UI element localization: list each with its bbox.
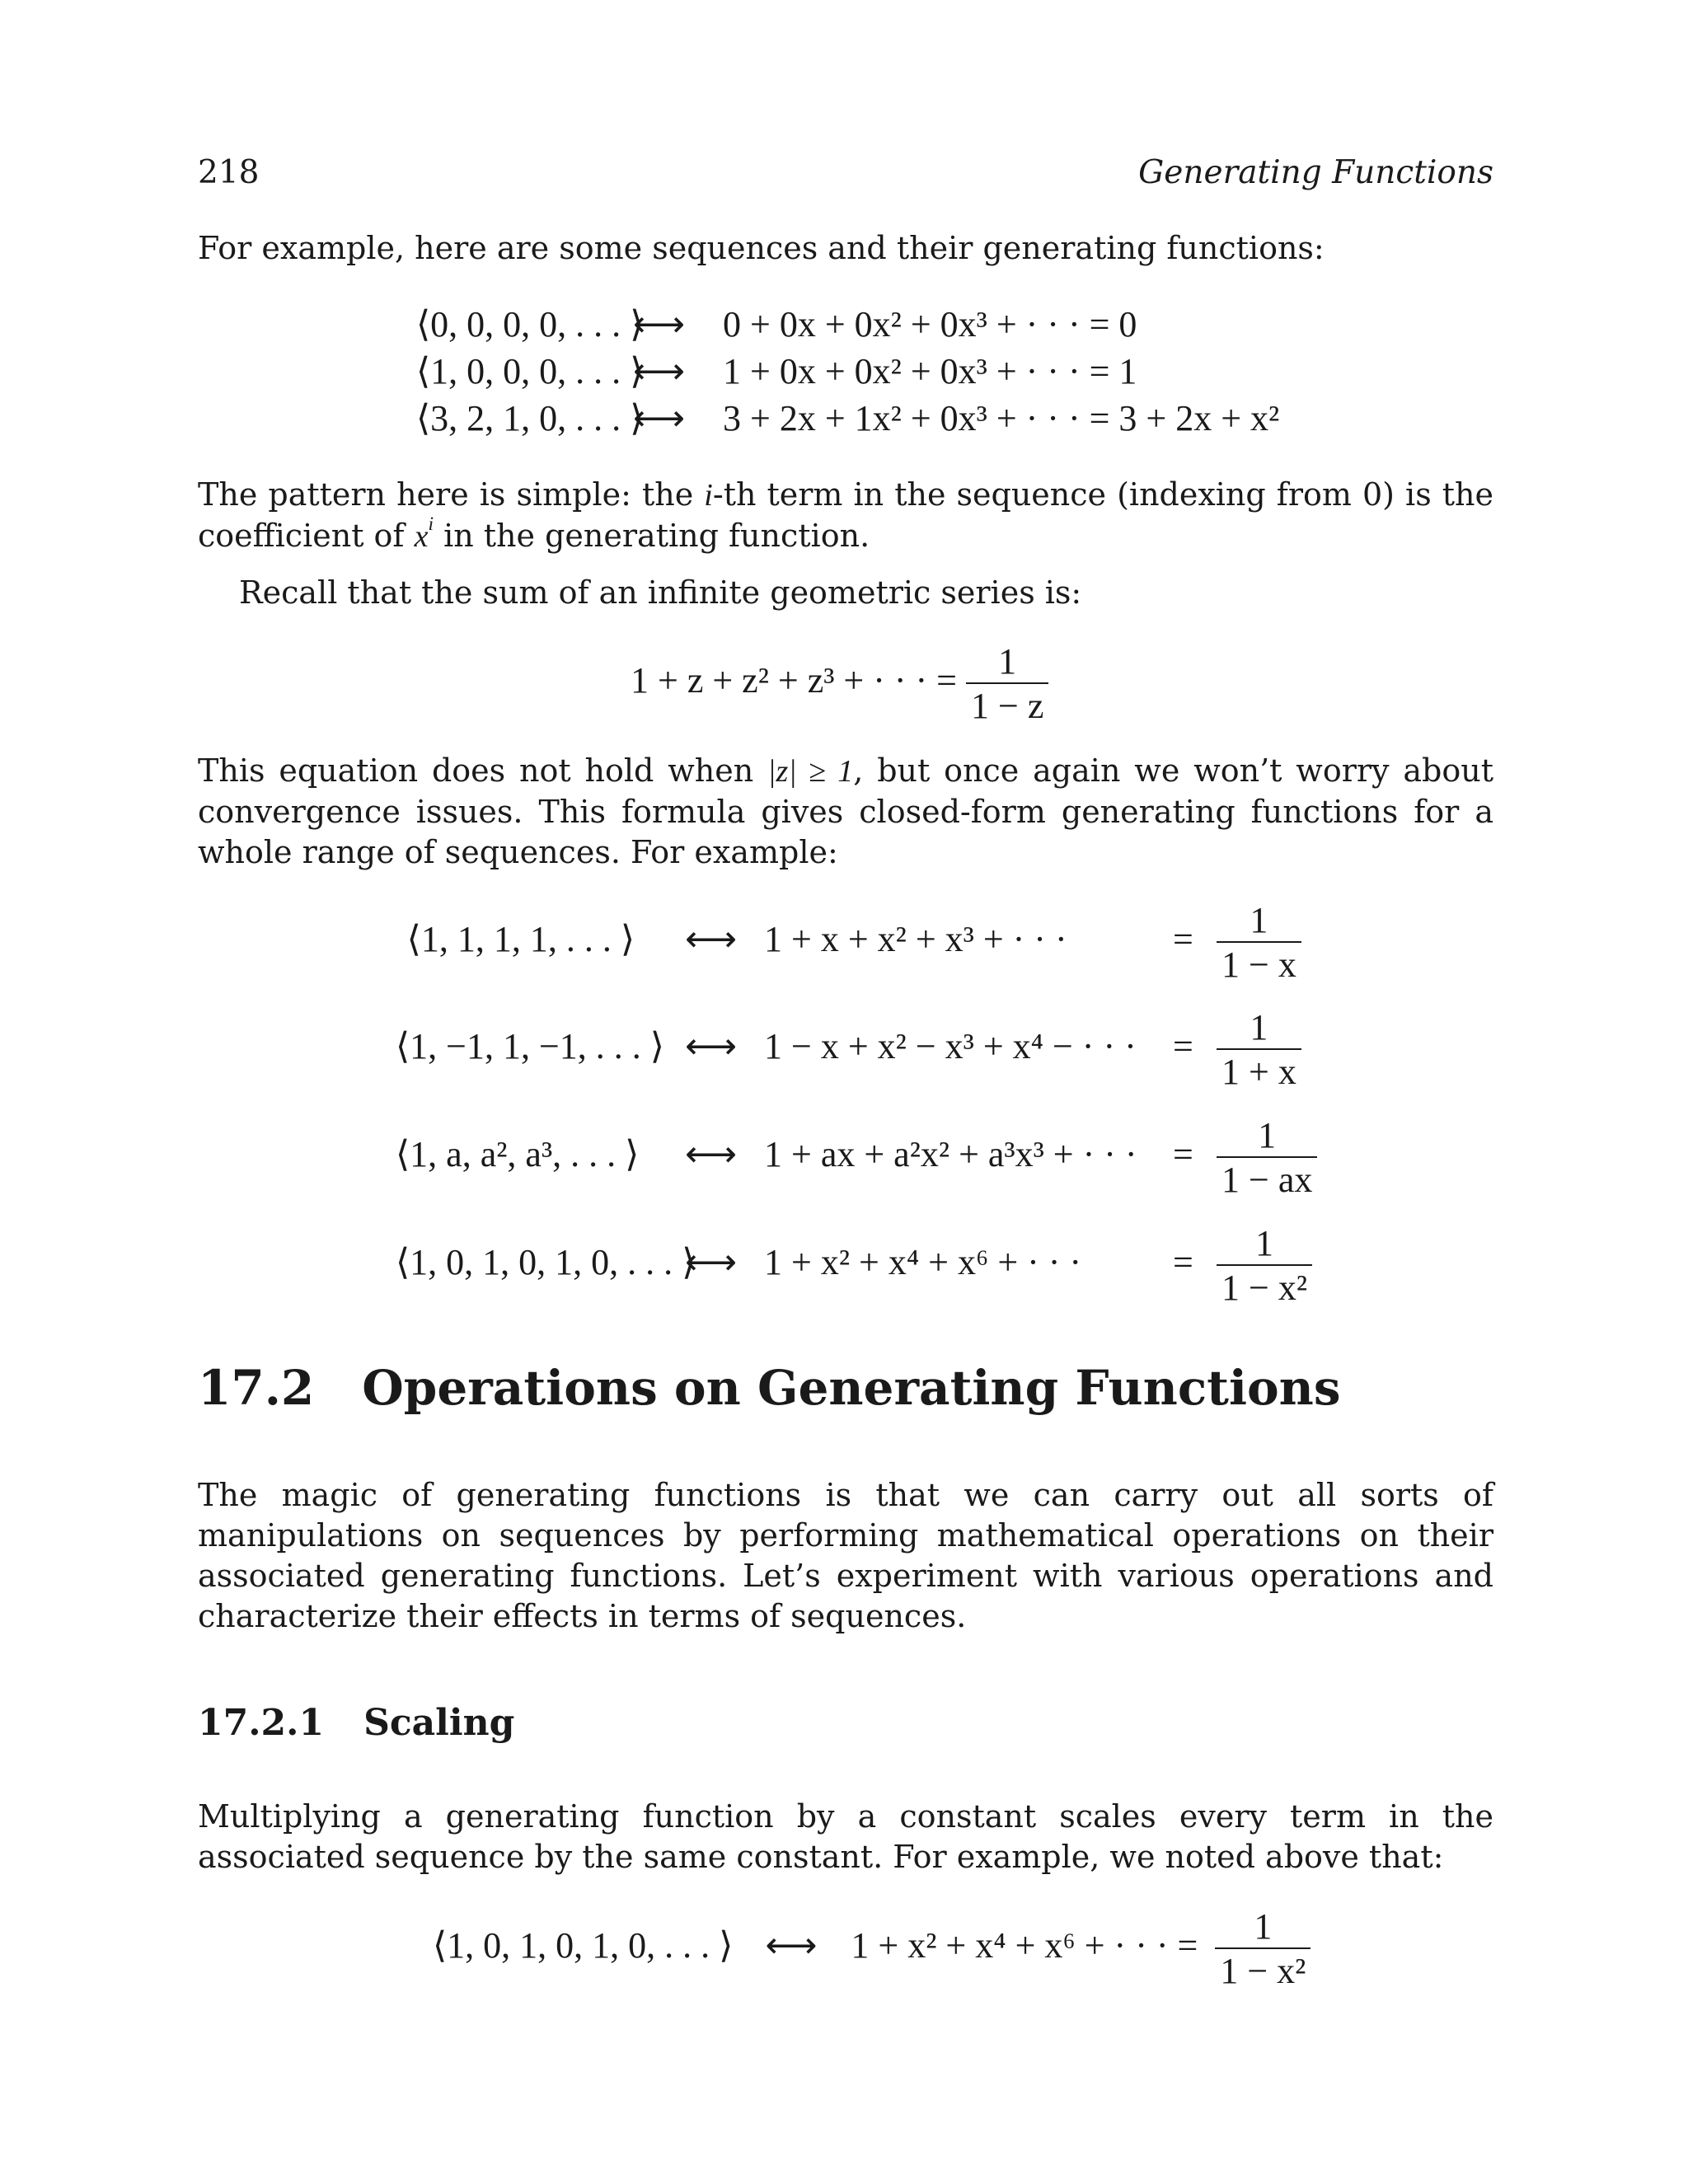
sequence: ⟨0, 0, 0, 0, . . . ⟩ [416, 304, 645, 344]
example-row-2 [416, 350, 1137, 392]
fraction [1215, 1906, 1311, 1992]
numerator: 1 [1250, 1007, 1268, 1047]
denominator: 1 − x² [1215, 1947, 1311, 1992]
generating-function: 1 + x² + x⁴ + x⁶ + · · · = [851, 1925, 1198, 1966]
correspondence-arrow: ⟷ [685, 1242, 738, 1283]
fraction [1217, 1007, 1301, 1093]
correspondence-arrow: ⟷ [765, 1925, 818, 1966]
sequence: ⟨1, −1, 1, −1, . . . ⟩ [396, 1026, 664, 1067]
denominator: 1 − z [966, 682, 1048, 727]
correspondence-arrow: ⟷ [685, 1134, 738, 1175]
example-row-1 [416, 303, 1137, 345]
math-index-i: i [704, 478, 713, 513]
generating-function: 0 + 0x + 0x² + 0x³ + · · · = 0 [723, 304, 1137, 344]
fraction [966, 641, 1048, 727]
equals-sign: = [1173, 1242, 1193, 1283]
sequence: ⟨1, 1, 1, 1, . . . ⟩ [406, 919, 635, 960]
section-heading [198, 1360, 1340, 1416]
text-run: in the generating function. [434, 518, 870, 554]
math-exponent-i: i [428, 513, 434, 535]
sequence: ⟨3, 2, 1, 0, . . . ⟩ [416, 398, 645, 438]
equals-sign: = [1173, 1134, 1193, 1175]
generating-function: 1 + ax + a²x² + a³x³ + · · · [764, 1134, 1137, 1175]
geometric-series-equation [631, 641, 1048, 727]
sequence: ⟨1, 0, 1, 0, 1, 0, . . . ⟩ [396, 1242, 696, 1283]
text-run: -th term in the sequence (indexing from 0) is the coefficient of [198, 476, 1494, 554]
section-number: 17.2 [198, 1360, 315, 1416]
final-equation [433, 1906, 1311, 1992]
numerator: 1 [1255, 1223, 1273, 1263]
denominator: 1 − x² [1217, 1264, 1312, 1309]
fraction [1217, 1223, 1312, 1309]
text-run: , but once again we won’t worry about convergence issues. This formula gives closed-form generating functions for a whole range of sequences. For example: [198, 752, 1493, 870]
generating-function: 1 + x² + x⁴ + x⁶ + · · · [764, 1242, 1082, 1283]
sequence: ⟨1, 0, 0, 0, . . . ⟩ [416, 351, 645, 391]
recall-paragraph: Recall that the sum of an infinite geometric series is: [239, 574, 1082, 611]
example2-row-4 [396, 1223, 1312, 1309]
correspondence-arrow: ⟷ [633, 351, 686, 391]
numerator: 1 [1254, 1906, 1273, 1947]
scaling-paragraph: Multiplying a generating function by a constant scales every term in the associated sequence by the same constant. For example, we noted above that: [198, 1798, 1493, 1875]
numerator: 1 [1250, 900, 1268, 940]
page-number: 218 [198, 154, 260, 191]
example-row-3 [416, 397, 1279, 439]
math-inequality: |z| ≥ 1 [767, 754, 854, 789]
subsection-title: Scaling [363, 1702, 515, 1744]
sequence: ⟨1, 0, 1, 0, 1, 0, . . . ⟩ [433, 1925, 734, 1966]
denominator: 1 + x [1217, 1048, 1301, 1093]
fraction [1217, 1115, 1317, 1201]
text-run: This equation does not hold when [198, 752, 768, 789]
denominator: 1 − ax [1217, 1156, 1317, 1201]
correspondence-arrow: ⟷ [633, 304, 686, 344]
generating-function: 1 − x + x² − x³ + x⁴ − · · · [764, 1026, 1137, 1067]
chapter-title: Generating Functions [1138, 154, 1493, 191]
correspondence-arrow: ⟷ [685, 1026, 738, 1067]
numerator: 1 [1258, 1115, 1277, 1155]
correspondence-arrow: ⟷ [685, 919, 738, 960]
denominator: 1 − x [1217, 941, 1301, 986]
series-lhs: 1 + z + z² + z³ + · · · = [631, 660, 957, 701]
fraction [1217, 900, 1301, 986]
subsection-heading [198, 1702, 514, 1744]
numerator: 1 [998, 641, 1017, 682]
pattern-paragraph [198, 475, 1493, 557]
section-paragraph: The magic of generating functions is that we can carry out all sorts of manipulations on sequences by performing mathematical operations on their associated generating functions. Let’s experiment with various operations and characterize their effects in terms of sequences. [198, 1477, 1493, 1634]
section-title: Operations on Generating Functions [362, 1360, 1341, 1416]
subsection-number: 17.2.1 [198, 1702, 325, 1744]
text-run: The pattern here is simple: the [198, 476, 705, 513]
generating-function: 3 + 2x + 1x² + 0x³ + · · · = 3 + 2x + x² [723, 398, 1280, 438]
correspondence-arrow: ⟷ [633, 398, 686, 438]
convergence-paragraph [198, 751, 1493, 873]
generating-function: 1 + x + x² + x³ + · · · [764, 919, 1067, 960]
example2-row-2 [396, 1007, 1301, 1093]
running-head [198, 154, 1493, 191]
sequence: ⟨1, a, a², a³, . . . ⟩ [396, 1134, 640, 1175]
equals-sign: = [1173, 919, 1193, 960]
example2-row-1 [396, 900, 1301, 986]
math-x: x [414, 519, 429, 554]
equals-sign: = [1173, 1026, 1193, 1067]
example2-row-3 [396, 1115, 1317, 1201]
intro-paragraph: For example, here are some sequences and their generating functions: [198, 230, 1325, 266]
generating-function: 1 + 0x + 0x² + 0x³ + · · · = 1 [723, 351, 1137, 391]
